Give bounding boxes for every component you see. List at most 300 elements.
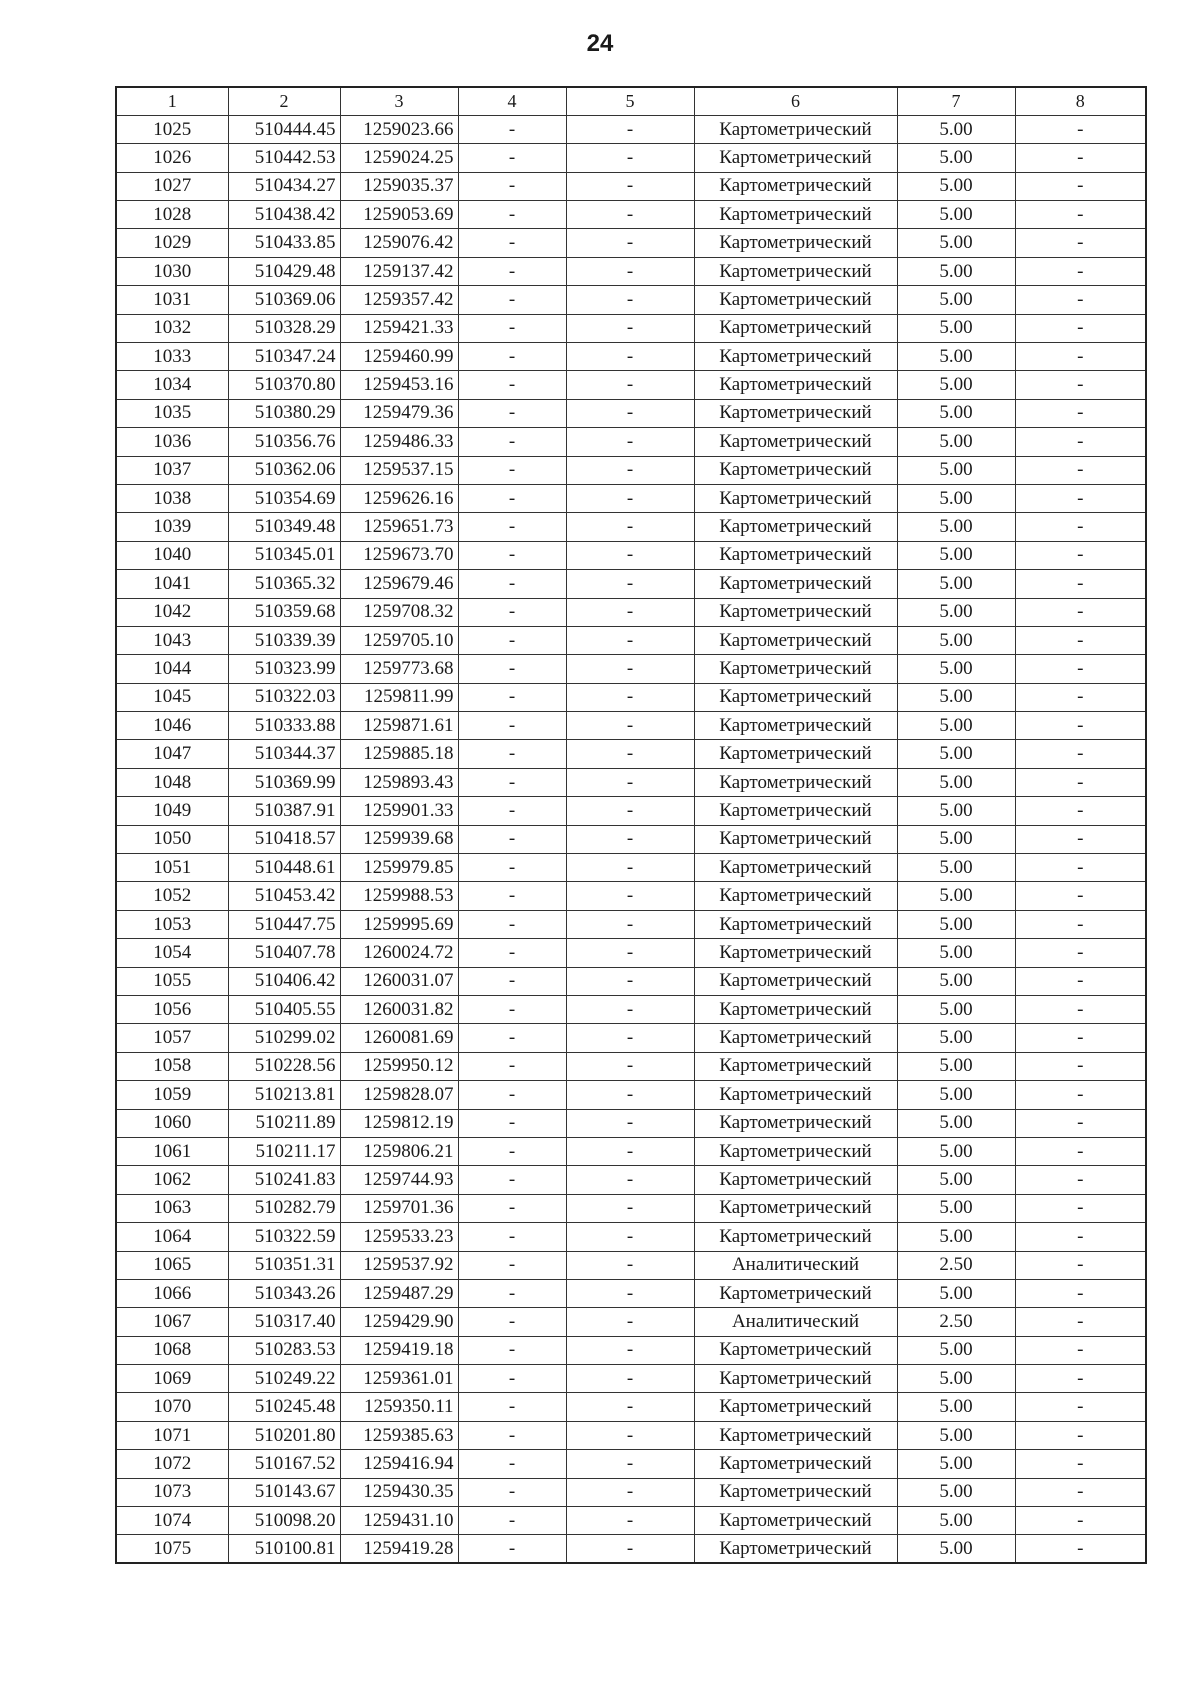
table-row — [116, 172, 1146, 200]
x-coordinate-cell: 510100.81 — [228, 1535, 340, 1563]
accuracy-cell: 5.00 — [897, 768, 1015, 796]
table-row — [116, 1393, 1146, 1421]
col-5-cell: - — [566, 513, 694, 541]
y-coordinate-cell: 1259035.37 — [340, 172, 458, 200]
col-5-cell: - — [566, 967, 694, 995]
x-coordinate-cell: 510299.02 — [228, 1024, 340, 1052]
point-number-cell: 1045 — [116, 683, 228, 711]
point-number-cell: 1058 — [116, 1052, 228, 1080]
point-number-cell: 1037 — [116, 456, 228, 484]
col-5-cell: - — [566, 428, 694, 456]
col-8-cell: - — [1015, 768, 1146, 796]
col-8-cell: - — [1015, 484, 1146, 512]
col-8-cell: - — [1015, 1223, 1146, 1251]
table-row — [116, 314, 1146, 342]
method-cell: Картометрический — [694, 1194, 897, 1222]
x-coordinate-cell: 510434.27 — [228, 172, 340, 200]
accuracy-cell: 5.00 — [897, 1223, 1015, 1251]
method-cell: Картометрический — [694, 1535, 897, 1563]
col-5-cell: - — [566, 939, 694, 967]
accuracy-cell: 5.00 — [897, 343, 1015, 371]
col-8-cell: - — [1015, 1393, 1146, 1421]
x-coordinate-cell: 510369.06 — [228, 286, 340, 314]
accuracy-cell: 5.00 — [897, 1507, 1015, 1535]
point-number-cell: 1032 — [116, 314, 228, 342]
col-4-cell: - — [458, 1336, 566, 1364]
method-cell: Картометрический — [694, 1450, 897, 1478]
col-4-cell: - — [458, 882, 566, 910]
col-4-cell: - — [458, 1166, 566, 1194]
table-row — [116, 428, 1146, 456]
x-coordinate-cell: 510433.85 — [228, 229, 340, 257]
accuracy-cell: 5.00 — [897, 1450, 1015, 1478]
table-row — [116, 1166, 1146, 1194]
y-coordinate-cell: 1259988.53 — [340, 882, 458, 910]
point-number-cell: 1055 — [116, 967, 228, 995]
col-5-cell: - — [566, 1081, 694, 1109]
point-number-cell: 1069 — [116, 1365, 228, 1393]
method-cell: Картометрический — [694, 456, 897, 484]
col-4-cell: - — [458, 257, 566, 285]
accuracy-cell: 5.00 — [897, 1109, 1015, 1137]
x-coordinate-cell: 510359.68 — [228, 598, 340, 626]
col-4-cell: - — [458, 343, 566, 371]
col-8-cell: - — [1015, 1081, 1146, 1109]
col-5-cell: - — [566, 456, 694, 484]
table-row — [116, 1024, 1146, 1052]
table-header-row — [116, 87, 1146, 115]
col-8-cell: - — [1015, 1421, 1146, 1449]
col-8-cell: - — [1015, 797, 1146, 825]
method-cell: Картометрический — [694, 1393, 897, 1421]
method-cell: Картометрический — [694, 1081, 897, 1109]
y-coordinate-cell: 1259361.01 — [340, 1365, 458, 1393]
table-row — [116, 541, 1146, 569]
col-4-cell: - — [458, 768, 566, 796]
y-coordinate-cell: 1259460.99 — [340, 343, 458, 371]
col-5-cell: - — [566, 1393, 694, 1421]
accuracy-cell: 5.00 — [897, 1365, 1015, 1393]
header-cell-2: 2 — [228, 87, 340, 115]
point-number-cell: 1046 — [116, 712, 228, 740]
y-coordinate-cell: 1259053.69 — [340, 201, 458, 229]
x-coordinate-cell: 510448.61 — [228, 854, 340, 882]
col-8-cell: - — [1015, 825, 1146, 853]
col-5-cell: - — [566, 1365, 694, 1393]
x-coordinate-cell: 510343.26 — [228, 1279, 340, 1307]
table-row — [116, 257, 1146, 285]
x-coordinate-cell: 510407.78 — [228, 939, 340, 967]
method-cell: Картометрический — [694, 115, 897, 143]
col-4-cell: - — [458, 626, 566, 654]
method-cell: Картометрический — [694, 1421, 897, 1449]
col-5-cell: - — [566, 229, 694, 257]
x-coordinate-cell: 510245.48 — [228, 1393, 340, 1421]
accuracy-cell: 5.00 — [897, 1194, 1015, 1222]
col-4-cell: - — [458, 712, 566, 740]
method-cell: Картометрический — [694, 286, 897, 314]
x-coordinate-cell: 510328.29 — [228, 314, 340, 342]
col-5-cell: - — [566, 1336, 694, 1364]
accuracy-cell: 5.00 — [897, 882, 1015, 910]
accuracy-cell: 5.00 — [897, 1166, 1015, 1194]
x-coordinate-cell: 510453.42 — [228, 882, 340, 910]
method-cell: Картометрический — [694, 1109, 897, 1137]
method-cell: Картометрический — [694, 1507, 897, 1535]
col-4-cell: - — [458, 655, 566, 683]
x-coordinate-cell: 510098.20 — [228, 1507, 340, 1535]
method-cell: Картометрический — [694, 1478, 897, 1506]
x-coordinate-cell: 510283.53 — [228, 1336, 340, 1364]
col-8-cell: - — [1015, 1194, 1146, 1222]
y-coordinate-cell: 1259533.23 — [340, 1223, 458, 1251]
x-coordinate-cell: 510429.48 — [228, 257, 340, 285]
col-5-cell: - — [566, 257, 694, 285]
col-8-cell: - — [1015, 1450, 1146, 1478]
col-5-cell: - — [566, 541, 694, 569]
col-5-cell: - — [566, 1308, 694, 1336]
col-4-cell: - — [458, 910, 566, 938]
y-coordinate-cell: 1259806.21 — [340, 1137, 458, 1165]
col-8-cell: - — [1015, 541, 1146, 569]
x-coordinate-cell: 510347.24 — [228, 343, 340, 371]
method-cell: Картометрический — [694, 172, 897, 200]
table-row — [116, 513, 1146, 541]
y-coordinate-cell: 1259901.33 — [340, 797, 458, 825]
table-row — [116, 1535, 1146, 1563]
col-4-cell: - — [458, 1450, 566, 1478]
col-5-cell: - — [566, 314, 694, 342]
accuracy-cell: 5.00 — [897, 513, 1015, 541]
col-8-cell: - — [1015, 1308, 1146, 1336]
table-row — [116, 229, 1146, 257]
col-4-cell: - — [458, 399, 566, 427]
point-number-cell: 1029 — [116, 229, 228, 257]
header-cell-5: 5 — [566, 87, 694, 115]
x-coordinate-cell: 510333.88 — [228, 712, 340, 740]
coordinates-table — [115, 86, 1147, 1564]
method-cell: Картометрический — [694, 598, 897, 626]
point-number-cell: 1068 — [116, 1336, 228, 1364]
table-row — [116, 484, 1146, 512]
y-coordinate-cell: 1259744.93 — [340, 1166, 458, 1194]
col-5-cell: - — [566, 286, 694, 314]
accuracy-cell: 5.00 — [897, 598, 1015, 626]
col-8-cell: - — [1015, 740, 1146, 768]
y-coordinate-cell: 1259357.42 — [340, 286, 458, 314]
col-5-cell: - — [566, 1109, 694, 1137]
x-coordinate-cell: 510349.48 — [228, 513, 340, 541]
col-5-cell: - — [566, 882, 694, 910]
method-cell: Картометрический — [694, 712, 897, 740]
y-coordinate-cell: 1259811.99 — [340, 683, 458, 711]
table-row — [116, 1478, 1146, 1506]
point-number-cell: 1073 — [116, 1478, 228, 1506]
col-5-cell: - — [566, 201, 694, 229]
table-row — [116, 882, 1146, 910]
method-cell: Картометрический — [694, 144, 897, 172]
y-coordinate-cell: 1259773.68 — [340, 655, 458, 683]
col-5-cell: - — [566, 825, 694, 853]
point-number-cell: 1059 — [116, 1081, 228, 1109]
col-4-cell: - — [458, 144, 566, 172]
table-row — [116, 797, 1146, 825]
method-cell: Картометрический — [694, 626, 897, 654]
table-row — [116, 626, 1146, 654]
col-8-cell: - — [1015, 1166, 1146, 1194]
col-5-cell: - — [566, 740, 694, 768]
col-8-cell: - — [1015, 854, 1146, 882]
accuracy-cell: 5.00 — [897, 967, 1015, 995]
y-coordinate-cell: 1259812.19 — [340, 1109, 458, 1137]
table-row — [116, 768, 1146, 796]
col-8-cell: - — [1015, 712, 1146, 740]
col-4-cell: - — [458, 1137, 566, 1165]
method-cell: Аналитический — [694, 1308, 897, 1336]
accuracy-cell: 5.00 — [897, 683, 1015, 711]
y-coordinate-cell: 1259385.63 — [340, 1421, 458, 1449]
accuracy-cell: 5.00 — [897, 797, 1015, 825]
method-cell: Картометрический — [694, 513, 897, 541]
point-number-cell: 1049 — [116, 797, 228, 825]
col-4-cell: - — [458, 1024, 566, 1052]
y-coordinate-cell: 1259708.32 — [340, 598, 458, 626]
point-number-cell: 1033 — [116, 343, 228, 371]
x-coordinate-cell: 510380.29 — [228, 399, 340, 427]
col-4-cell: - — [458, 513, 566, 541]
point-number-cell: 1027 — [116, 172, 228, 200]
col-8-cell: - — [1015, 1109, 1146, 1137]
col-5-cell: - — [566, 1450, 694, 1478]
point-number-cell: 1041 — [116, 570, 228, 598]
col-8-cell: - — [1015, 996, 1146, 1024]
table-row — [116, 683, 1146, 711]
y-coordinate-cell: 1259453.16 — [340, 371, 458, 399]
table-row — [116, 967, 1146, 995]
col-5-cell: - — [566, 1535, 694, 1563]
col-8-cell: - — [1015, 115, 1146, 143]
point-number-cell: 1067 — [116, 1308, 228, 1336]
method-cell: Картометрический — [694, 1024, 897, 1052]
point-number-cell: 1026 — [116, 144, 228, 172]
col-5-cell: - — [566, 854, 694, 882]
method-cell: Картометрический — [694, 768, 897, 796]
table-row — [116, 1279, 1146, 1307]
col-4-cell: - — [458, 1081, 566, 1109]
method-cell: Картометрический — [694, 825, 897, 853]
col-5-cell: - — [566, 484, 694, 512]
col-8-cell: - — [1015, 1052, 1146, 1080]
method-cell: Картометрический — [694, 683, 897, 711]
y-coordinate-cell: 1259429.90 — [340, 1308, 458, 1336]
table-row — [116, 825, 1146, 853]
col-8-cell: - — [1015, 229, 1146, 257]
x-coordinate-cell: 510345.01 — [228, 541, 340, 569]
header-cell-1: 1 — [116, 87, 228, 115]
accuracy-cell: 5.00 — [897, 1024, 1015, 1052]
point-number-cell: 1034 — [116, 371, 228, 399]
table-row — [116, 598, 1146, 626]
method-cell: Картометрический — [694, 1279, 897, 1307]
point-number-cell: 1056 — [116, 996, 228, 1024]
y-coordinate-cell: 1259626.16 — [340, 484, 458, 512]
col-4-cell: - — [458, 1251, 566, 1279]
header-cell-6: 6 — [694, 87, 897, 115]
point-number-cell: 1071 — [116, 1421, 228, 1449]
y-coordinate-cell: 1259431.10 — [340, 1507, 458, 1535]
col-5-cell: - — [566, 768, 694, 796]
method-cell: Картометрический — [694, 882, 897, 910]
method-cell: Картометрический — [694, 541, 897, 569]
table-row — [116, 996, 1146, 1024]
point-number-cell: 1047 — [116, 740, 228, 768]
point-number-cell: 1070 — [116, 1393, 228, 1421]
col-8-cell: - — [1015, 314, 1146, 342]
table-row — [116, 343, 1146, 371]
accuracy-cell: 5.00 — [897, 626, 1015, 654]
x-coordinate-cell: 510362.06 — [228, 456, 340, 484]
point-number-cell: 1036 — [116, 428, 228, 456]
col-5-cell: - — [566, 712, 694, 740]
x-coordinate-cell: 510447.75 — [228, 910, 340, 938]
col-4-cell: - — [458, 1052, 566, 1080]
accuracy-cell: 5.00 — [897, 996, 1015, 1024]
accuracy-cell: 5.00 — [897, 570, 1015, 598]
point-number-cell: 1028 — [116, 201, 228, 229]
point-number-cell: 1038 — [116, 484, 228, 512]
accuracy-cell: 5.00 — [897, 1393, 1015, 1421]
col-8-cell: - — [1015, 1279, 1146, 1307]
accuracy-cell: 5.00 — [897, 1478, 1015, 1506]
col-4-cell: - — [458, 371, 566, 399]
point-number-cell: 1025 — [116, 115, 228, 143]
point-number-cell: 1074 — [116, 1507, 228, 1535]
y-coordinate-cell: 1259486.33 — [340, 428, 458, 456]
y-coordinate-cell: 1260031.07 — [340, 967, 458, 995]
method-cell: Аналитический — [694, 1251, 897, 1279]
x-coordinate-cell: 510438.42 — [228, 201, 340, 229]
point-number-cell: 1044 — [116, 655, 228, 683]
header-cell-8: 8 — [1015, 87, 1146, 115]
x-coordinate-cell: 510249.22 — [228, 1365, 340, 1393]
accuracy-cell: 2.50 — [897, 1308, 1015, 1336]
accuracy-cell: 5.00 — [897, 229, 1015, 257]
table-row — [116, 1194, 1146, 1222]
accuracy-cell: 5.00 — [897, 910, 1015, 938]
method-cell: Картометрический — [694, 854, 897, 882]
accuracy-cell: 5.00 — [897, 201, 1015, 229]
x-coordinate-cell: 510370.80 — [228, 371, 340, 399]
y-coordinate-cell: 1260024.72 — [340, 939, 458, 967]
page-number: 24 — [586, 30, 614, 57]
table-row — [116, 1052, 1146, 1080]
x-coordinate-cell: 510354.69 — [228, 484, 340, 512]
accuracy-cell: 2.50 — [897, 1251, 1015, 1279]
col-5-cell: - — [566, 144, 694, 172]
table-row — [116, 1251, 1146, 1279]
point-number-cell: 1066 — [116, 1279, 228, 1307]
point-number-cell: 1052 — [116, 882, 228, 910]
x-coordinate-cell: 510369.99 — [228, 768, 340, 796]
accuracy-cell: 5.00 — [897, 1421, 1015, 1449]
col-4-cell: - — [458, 201, 566, 229]
col-4-cell: - — [458, 172, 566, 200]
col-8-cell: - — [1015, 1507, 1146, 1535]
x-coordinate-cell: 510418.57 — [228, 825, 340, 853]
y-coordinate-cell: 1259651.73 — [340, 513, 458, 541]
col-4-cell: - — [458, 967, 566, 995]
y-coordinate-cell: 1259939.68 — [340, 825, 458, 853]
y-coordinate-cell: 1259023.66 — [340, 115, 458, 143]
col-8-cell: - — [1015, 286, 1146, 314]
method-cell: Картометрический — [694, 343, 897, 371]
col-5-cell: - — [566, 570, 694, 598]
point-number-cell: 1064 — [116, 1223, 228, 1251]
col-4-cell: - — [458, 1535, 566, 1563]
y-coordinate-cell: 1259076.42 — [340, 229, 458, 257]
table-body — [116, 87, 1146, 1563]
accuracy-cell: 5.00 — [897, 825, 1015, 853]
point-number-cell: 1057 — [116, 1024, 228, 1052]
table-row — [116, 939, 1146, 967]
method-cell: Картометрический — [694, 399, 897, 427]
x-coordinate-cell: 510442.53 — [228, 144, 340, 172]
point-number-cell: 1062 — [116, 1166, 228, 1194]
table-row — [116, 910, 1146, 938]
method-cell: Картометрический — [694, 655, 897, 683]
col-8-cell: - — [1015, 1024, 1146, 1052]
x-coordinate-cell: 510213.81 — [228, 1081, 340, 1109]
col-8-cell: - — [1015, 1365, 1146, 1393]
table-row — [116, 1450, 1146, 1478]
col-8-cell: - — [1015, 882, 1146, 910]
col-8-cell: - — [1015, 967, 1146, 995]
x-coordinate-cell: 510339.39 — [228, 626, 340, 654]
col-5-cell: - — [566, 371, 694, 399]
accuracy-cell: 5.00 — [897, 399, 1015, 427]
accuracy-cell: 5.00 — [897, 371, 1015, 399]
col-4-cell: - — [458, 1308, 566, 1336]
y-coordinate-cell: 1259537.15 — [340, 456, 458, 484]
col-8-cell: - — [1015, 1535, 1146, 1563]
point-number-cell: 1039 — [116, 513, 228, 541]
method-cell: Картометрический — [694, 1052, 897, 1080]
table-row — [116, 201, 1146, 229]
table-row — [116, 740, 1146, 768]
col-4-cell: - — [458, 683, 566, 711]
col-5-cell: - — [566, 1223, 694, 1251]
col-4-cell: - — [458, 456, 566, 484]
method-cell: Картометрический — [694, 996, 897, 1024]
col-4-cell: - — [458, 1421, 566, 1449]
y-coordinate-cell: 1259705.10 — [340, 626, 458, 654]
y-coordinate-cell: 1259421.33 — [340, 314, 458, 342]
accuracy-cell: 5.00 — [897, 257, 1015, 285]
col-8-cell: - — [1015, 598, 1146, 626]
x-coordinate-cell: 510351.31 — [228, 1251, 340, 1279]
y-coordinate-cell: 1259871.61 — [340, 712, 458, 740]
col-5-cell: - — [566, 797, 694, 825]
col-4-cell: - — [458, 428, 566, 456]
method-cell: Картометрический — [694, 371, 897, 399]
table-row — [116, 570, 1146, 598]
col-4-cell: - — [458, 541, 566, 569]
point-number-cell: 1075 — [116, 1535, 228, 1563]
col-8-cell: - — [1015, 1251, 1146, 1279]
accuracy-cell: 5.00 — [897, 740, 1015, 768]
method-cell: Картометрический — [694, 1223, 897, 1251]
col-8-cell: - — [1015, 1336, 1146, 1364]
